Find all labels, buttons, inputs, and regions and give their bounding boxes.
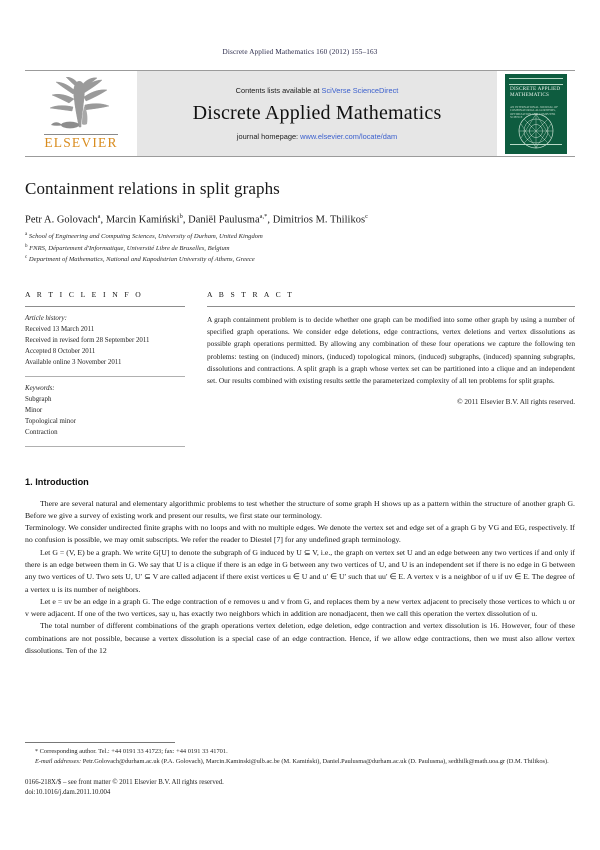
history-item: Available online 3 November 2011 — [25, 359, 122, 367]
paragraph: There are several natural and elementary algorithmic problems to test whether the structure of some graph H shows up as a pattern within the structure of another graph G. Before we give a survey of existing work and present our results, we first state our terminology. — [25, 498, 575, 520]
info-abstract-region — [25, 290, 575, 447]
cover-footer — [510, 144, 562, 149]
affiliation-item — [25, 254, 575, 265]
affiliation-text: Department of Mathematics, National and Kapodistrian University of Athens, Greece — [28, 256, 255, 264]
history-item: Accepted 8 October 2011 — [25, 348, 96, 356]
contents-lists-line — [236, 86, 399, 95]
author-list: Petr A. Golovach$^a$, Marcin Kamiński$^b$, Daniël Paulusma$^{a,*}$, Dimitrios M. Thilikos$^c$ — [25, 213, 368, 226]
banner-center — [137, 71, 497, 156]
corresponding-author-note — [25, 747, 575, 757]
email-addresses-note — [25, 757, 575, 767]
author-name: Daniël Paulusma — [188, 214, 260, 226]
author-name: Dimitrios M. Thilikos — [272, 214, 366, 226]
cover-subtitle: AN INTERNATIONAL JOURNAL OF COMBINATORIAL ALGORITHMS, OPTIMIZATION AND COMPUTER SCIENCE — [510, 104, 558, 120]
elsevier-wordmark: ELSEVIER — [44, 135, 118, 151]
history-item: Received 13 March 2011 — [25, 325, 95, 333]
elsevier-tree-icon — [39, 77, 123, 133]
author-mark: b — [179, 213, 183, 220]
running-head: Discrete Applied Mathematics 160 (2012) 155–163 — [222, 48, 378, 56]
author-mark: a — [97, 213, 101, 220]
abstract-body: A graph containment problem is to decide whether one graph can be modified into some other graph by using a number of specified graph operations. We consider edge deletions, edge contractions, vertex deletions and vertex dissolutions as possible graph operations permitted. By allowing any combination of these four operations we capture the following ten problems: testing on (induced) minors, (induced) topological minors, (induced) subgraphs, (induced) spanning subgraphs, dissolutions and contractions. A split graph is a graph whose vertex set can be partitioned into a clique and an independent set. Our results combined with existing results settle the parameterized complexity of all ten problems for split graphs. — [207, 314, 575, 386]
keyword-item: Topological minor — [25, 418, 76, 426]
email-addresses-text[interactable]: Petr.Golovach@durham.ac.uk (P.A. Golovach), Marcin.Kaminski@ulb.ac.be (M. Kamiński), Daniel.Paulusma@durham.ac.uk (D. Paulusma), sedthilk@math.uoa.gr (D.M. Thilikos). — [82, 758, 549, 766]
affiliation-item — [25, 243, 575, 254]
paragraph: Let G = (V, E) be a graph. We write G[U] to denote the subgraph of G induced by U ⊆ V, i.e., the graph on vertex set U and an edge between any two vertices if and only if there is an edge between them in G. We say that U is a clique if there is an edge in G between any two vertices of U, and U is an independent set if there is no edge in G between any two vertices of U. Two sets U, U′ ⊆ V are called adjacent if there exist vertices u ∈ U and u′ ∈ U′ such that uu′ ∈ E. A vertex v is a neighbor of u if uv ∈ E. The degree of a vertex u is its number of neighbors. — [25, 547, 575, 594]
issn-front-matter: 0166-218X/$ – see front matter © 2011 Elsevier B.V. All rights reserved. — [25, 778, 224, 786]
article-history-label: Article history: — [25, 314, 67, 322]
affiliation-text: FNRS, Département d'Informatique, Université Libre de Bruxelles, Belgium — [29, 245, 230, 253]
journal-cover-thumbnail — [497, 71, 575, 156]
journal-homepage-link[interactable]: www.elsevier.com/locate/dam — [300, 132, 398, 141]
paragraph: Terminology. We consider undirected finite graphs with no loops and with no multiple edges. We denote the vertex set and edge set of a graph G by VG and EG, respectively. If no confusion is possible, we may omit subscripts. We refer the reader to Diestel [7] for any undefined graph terminology. — [25, 523, 575, 545]
keyword-item: Minor — [25, 407, 43, 414]
journal-homepage-line — [237, 132, 397, 141]
paragraph: Let e = uv be an edge in a graph G. The edge contraction of e removes u and v from G, and replaces them by a new vertex adjacent to precisely those vertices to which u or v were adjacent. If one of the two vertices, say u, has exactly two neighbors which in addition are nonadjacent, then we call this operation the vertex dissolution of u. — [25, 596, 575, 619]
corresponding-author-text: Corresponding author. Tel.: +44 0191 33 41723; fax: +44 0191 33 41701. — [39, 748, 228, 756]
affiliation-mark: b — [25, 243, 28, 249]
abstract-column — [207, 290, 575, 447]
author-name: Petr A. Golovach — [25, 214, 98, 226]
abstract-copyright: © 2011 Elsevier B.V. All rights reserved. — [457, 397, 575, 406]
affiliation-mark: c — [25, 255, 28, 261]
journal-title: Discrete Applied Mathematics — [192, 102, 442, 124]
imprint-block — [25, 778, 575, 798]
affiliation-mark: a — [25, 232, 28, 238]
keywords-rule-bottom — [25, 446, 185, 447]
publisher-logo — [25, 71, 137, 156]
email-addresses-label: E-mail addresses: — [35, 758, 82, 766]
affiliation-item — [25, 231, 575, 242]
page-footnote — [25, 742, 575, 798]
asterisk-icon: * — [35, 749, 38, 756]
doi-text[interactable]: doi:10.1016/j.dam.2011.10.004 — [25, 788, 111, 796]
footnote-rule — [25, 742, 175, 743]
section-heading-introduction: 1. Introduction — [25, 476, 89, 487]
paragraph: The total number of different combinations of the graph operations vertex deletion, edge deletion, edge contraction and vertex dissolution is 16. However, four of these combinations are not possible, because a vertex dissolution is a special case of an edge contraction. Hence, if we allow edge contractions, then we must also allow vertex dissolutions. Ten of the 12 — [25, 621, 575, 655]
affiliation-list — [25, 231, 575, 265]
author-name: Marcin Kamiński — [105, 214, 180, 226]
keyword-item: Contraction — [25, 429, 58, 437]
introduction-body — [25, 498, 575, 658]
abstract-heading: A B S T R A C T — [207, 289, 295, 299]
keywords-block — [25, 377, 185, 446]
journal-banner — [25, 70, 575, 157]
page-title: Containment relations in split graphs — [25, 179, 280, 198]
article-history-block — [25, 307, 185, 376]
cover-image — [505, 74, 567, 154]
homepage-prefix: journal homepage: — [236, 132, 301, 141]
keyword-item: Subgraph — [25, 395, 52, 403]
contents-lists-prefix: Contents lists available at — [235, 86, 322, 95]
author-mark: c — [365, 213, 368, 220]
history-item: Received in revised form 28 September 2011 — [25, 337, 150, 345]
cover-title: DISCRETE APPLIED MATHEMATICS — [510, 85, 561, 98]
keywords-label: Keywords: — [25, 384, 55, 392]
author-mark: a,* — [259, 213, 268, 220]
sciencedirect-link[interactable]: SciVerse ScienceDirect — [321, 86, 399, 95]
article-info-heading: A R T I C L E I N F O — [25, 289, 144, 299]
article-info-column — [25, 290, 185, 447]
affiliation-text: School of Engineering and Computing Sciences, University of Durham, United Kingdom — [28, 233, 263, 241]
cover-topbar — [509, 78, 563, 85]
